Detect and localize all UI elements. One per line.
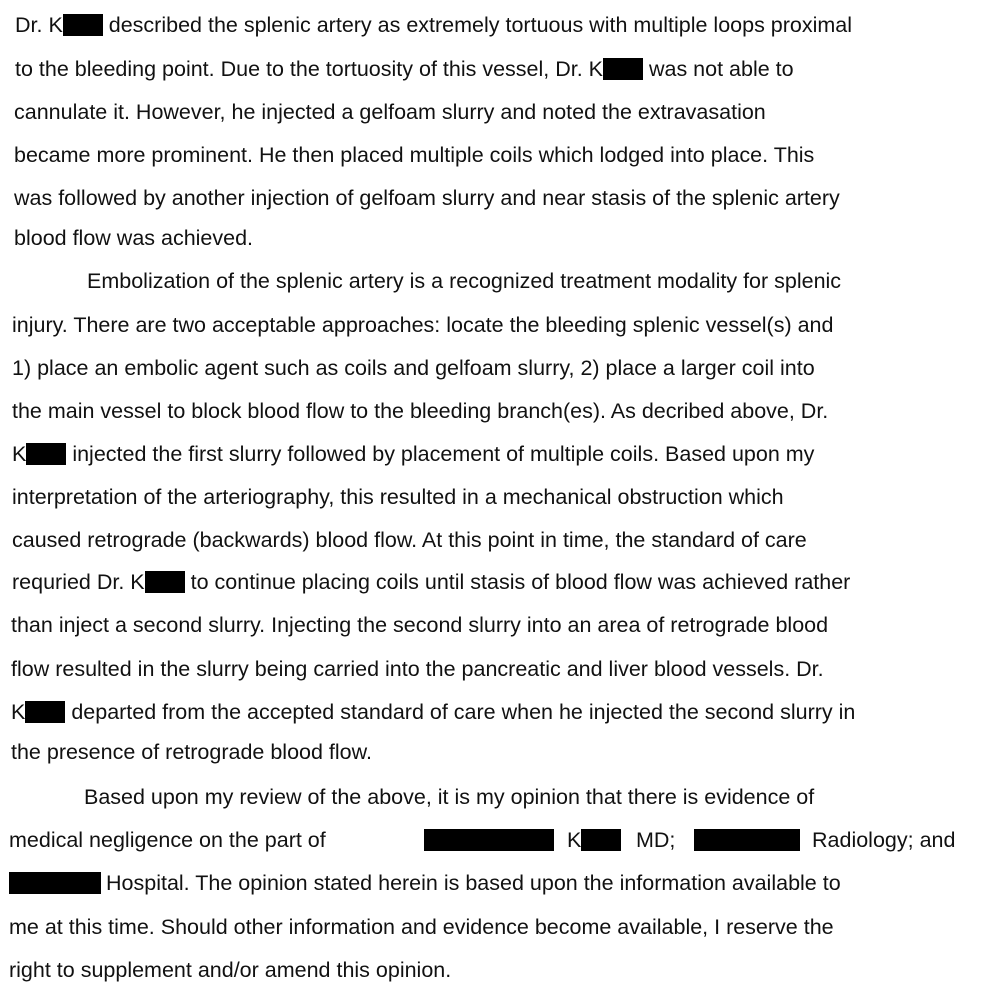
text-line [15, 12, 852, 38]
redaction-block [26, 443, 66, 465]
text-line [12, 569, 850, 595]
text-line [12, 527, 807, 553]
redaction-block [603, 58, 643, 80]
text-segment: the presence of retrograde blood flow. [11, 740, 372, 764]
text-line [14, 185, 840, 211]
redaction-block [694, 829, 800, 851]
text-line [11, 612, 828, 638]
text-segment: Radiology; and [812, 828, 956, 852]
text-line [636, 827, 675, 853]
text-segment: me at this time. Should other information and evidence become available, I reserve the [9, 915, 834, 939]
text-segment: 1) place an embolic agent such as coils and gelfoam slurry, 2) place a larger coil into [12, 356, 815, 380]
text-segment: flow resulted in the slurry being carried into the pancreatic and liver blood vessels. Dr. [11, 657, 824, 681]
text-line [12, 484, 784, 510]
text-segment: medical negligence on the part of [9, 828, 326, 852]
text-segment: injected the first slurry followed by placement of multiple coils. Based upon my [66, 442, 815, 466]
text-line [567, 827, 621, 853]
redaction-block [581, 829, 621, 851]
redaction-block [63, 14, 103, 36]
text-line [812, 827, 955, 853]
text-segment: interpretation of the arteriography, this resulted in a mechanical obstruction which [12, 485, 784, 509]
text-line [14, 99, 766, 125]
text-segment: K [567, 828, 582, 852]
text-segment: than inject a second slurry. Injecting the second slurry into an area of retrograde blood [11, 613, 829, 637]
text-segment: Based upon my review of the above, it is my opinion that there is evidence of [84, 785, 815, 809]
text-segment: MD; [636, 828, 676, 852]
text-line [106, 870, 841, 896]
text-line [12, 355, 815, 381]
text-line [694, 827, 800, 853]
text-segment: the main vessel to block blood flow to the bleeding branch(es). As decribed above, Dr. [12, 399, 829, 423]
text-line [84, 784, 814, 810]
text-segment: K [11, 700, 26, 724]
text-line [12, 441, 814, 467]
text-segment: to the bleeding point. Due to the tortuosity of this vessel, Dr. K [15, 57, 603, 81]
text-segment: was not able to [643, 57, 794, 81]
text-segment: Hospital. The opinion stated herein is based upon the information available to [106, 871, 841, 895]
text-line [424, 827, 554, 853]
text-segment: caused retrograde (backwards) blood flow. At this point in time, the standard of care [12, 528, 807, 552]
text-segment: became more prominent. He then placed multiple coils which lodged into place. This [14, 143, 815, 167]
text-line [14, 142, 814, 168]
text-line [9, 870, 101, 896]
text-segment: was followed by another injection of gelfoam slurry and near stasis of the splenic artery [14, 186, 840, 210]
text-segment: blood flow was achieved. [14, 226, 254, 250]
text-segment: departed from the accepted standard of care when he injected the second slurry in [65, 700, 856, 724]
text-segment: to continue placing coils until stasis of blood flow was achieved rather [184, 570, 851, 594]
text-segment: injury. There are two acceptable approaches: locate the bleeding splenic vessel(s) and [12, 313, 834, 337]
text-line [11, 739, 372, 765]
text-segment: cannulate it. However, he injected a gelfoam slurry and noted the extravasation [14, 100, 766, 124]
text-line [11, 699, 855, 725]
text-line [87, 268, 841, 294]
text-segment: requried Dr. K [12, 570, 145, 594]
redaction-block [145, 571, 185, 593]
text-line [9, 957, 451, 983]
text-line [14, 225, 253, 251]
text-line [9, 914, 834, 940]
text-line [12, 398, 828, 424]
redaction-block [25, 701, 65, 723]
text-segment: Embolization of the splenic artery is a recognized treatment modality for splenic [87, 269, 842, 293]
redaction-block [424, 829, 554, 851]
text-segment: right to supplement and/or amend this opinion. [9, 958, 452, 982]
text-line [9, 827, 326, 853]
text-line [12, 312, 833, 338]
text-line [11, 656, 824, 682]
text-segment: described the splenic artery as extremely tortuous with multiple loops proximal [102, 13, 853, 37]
text-segment: K [12, 442, 27, 466]
text-line [15, 56, 794, 82]
text-segment: Dr. K [15, 13, 63, 37]
redaction-block [9, 872, 101, 894]
